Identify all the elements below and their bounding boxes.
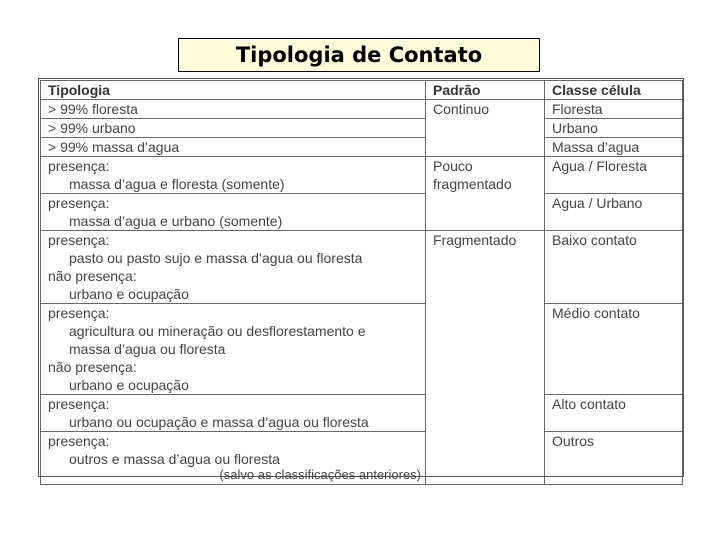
tipologia-cell: > 99% urbano	[41, 119, 426, 138]
tipologia-table	[40, 80, 683, 485]
tipologia-cell	[41, 432, 426, 485]
presence-detail: massa d’agua e urbano (somente)	[69, 213, 283, 229]
presence-label: presença:	[48, 433, 110, 449]
tipologia-cell	[41, 304, 426, 395]
header-tipologia: Tipologia	[41, 81, 426, 100]
padrao-continuo: Continuo	[426, 100, 545, 157]
presence-detail: massa d’agua ou floresta	[69, 341, 226, 357]
absence-label: não presença:	[48, 268, 137, 284]
table-row	[41, 432, 683, 485]
presence-detail: outros e massa d’agua ou floresta	[69, 451, 280, 467]
padrao-pouco-line2: fragmentado	[433, 176, 512, 192]
classe-cell: Floresta	[545, 100, 683, 119]
presence-detail: urbano ou ocupação e massa d’agua ou floresta	[69, 414, 369, 430]
classe-cell: Agua / Urbano	[545, 194, 683, 231]
table-row	[41, 100, 683, 119]
classe-cell: Agua / Floresta	[545, 157, 683, 194]
table-row	[41, 395, 683, 432]
table-row	[41, 231, 683, 304]
presence-label: presença:	[48, 158, 110, 174]
footnote: (salvo as classificações anteriores)	[219, 467, 421, 482]
table-header-row	[41, 81, 683, 100]
table-row	[41, 138, 683, 157]
header-classe: Classe célula	[545, 81, 683, 100]
classe-cell: Urbano	[545, 119, 683, 138]
padrao-pouco-line1: Pouco	[433, 158, 473, 174]
table-row	[41, 194, 683, 231]
presence-detail: massa d’agua e floresta (somente)	[69, 176, 285, 192]
absence-detail: urbano e ocupação	[69, 377, 189, 393]
padrao-fragmentado: Fragmentado	[426, 231, 545, 485]
classe-cell: Massa d’agua	[545, 138, 683, 157]
tipologia-cell	[41, 157, 426, 194]
presence-label: presença:	[48, 232, 110, 248]
presence-detail: agricultura ou mineração ou desflorestamento e	[69, 323, 366, 339]
classe-cell: Médio contato	[545, 304, 683, 395]
table-row	[41, 304, 683, 395]
absence-detail: urbano e ocupação	[69, 286, 189, 302]
presence-label: presença:	[48, 305, 110, 321]
tipologia-cell	[41, 231, 426, 304]
tipologia-cell	[41, 194, 426, 231]
page-title: Tipologia de Contato	[178, 38, 540, 72]
header-padrao: Padrão	[426, 81, 545, 100]
absence-label: não presença:	[48, 359, 137, 375]
classe-cell: Outros	[545, 432, 683, 485]
presence-detail: pasto ou pasto sujo e massa d’agua ou floresta	[69, 250, 363, 266]
classe-cell: Baixo contato	[545, 231, 683, 304]
tipologia-cell: > 99% massa d’agua	[41, 138, 426, 157]
table-row	[41, 119, 683, 138]
table-row	[41, 157, 683, 194]
classe-cell: Alto contato	[545, 395, 683, 432]
padrao-pouco-fragmentado	[426, 157, 545, 231]
tipologia-cell	[41, 395, 426, 432]
tipologia-cell: > 99% floresta	[41, 100, 426, 119]
presence-label: presença:	[48, 396, 110, 412]
presence-label: presença:	[48, 195, 110, 211]
